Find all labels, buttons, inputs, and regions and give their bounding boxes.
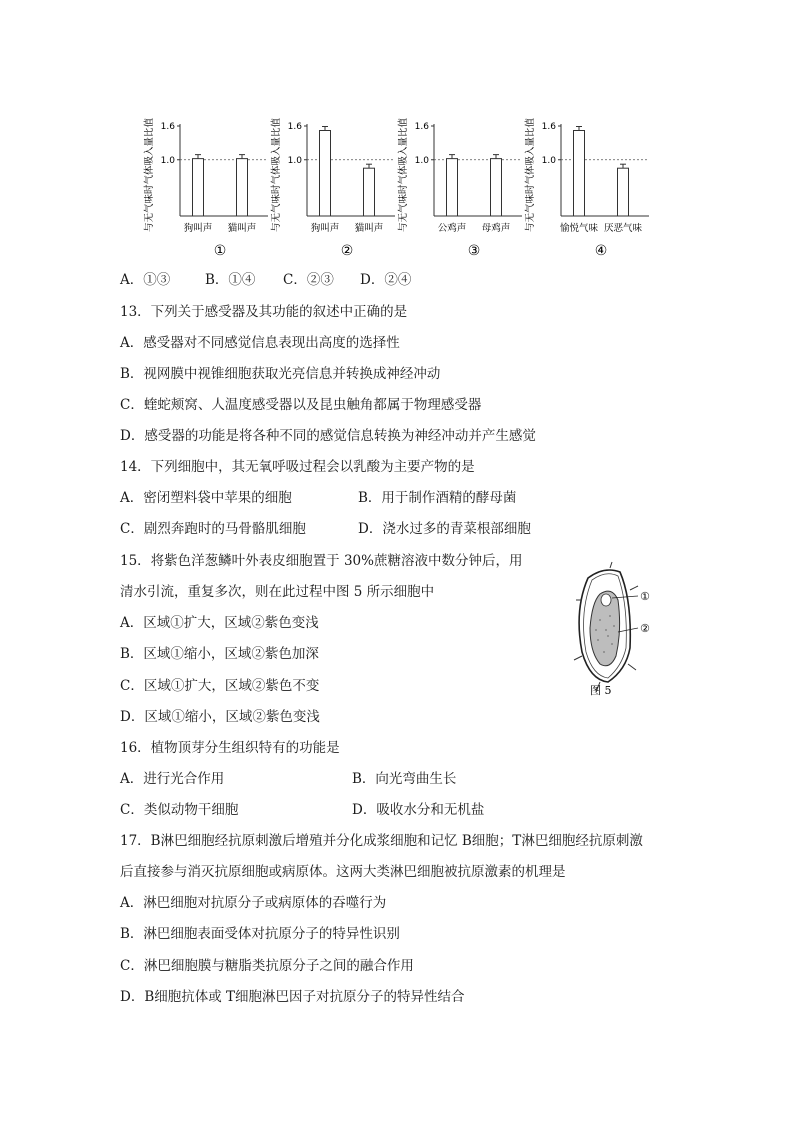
category-label: 猫叫声: [227, 223, 257, 234]
category-label: 狗叫声: [183, 223, 213, 234]
q15-stem-line1: 15．将紫色洋葱鳞叶外表皮细胞置于 30%蔗糖溶液中数分钟后，用: [120, 553, 523, 569]
q16-option-a: A．进行光合作用: [120, 771, 225, 787]
q17-stem-line2: 后直接参与消灭抗原细胞或病原体。这两大类淋巴细胞被抗原激素的机理是: [120, 864, 566, 880]
category-label: 母鸡声: [481, 223, 511, 234]
fig5-label-2: ②: [640, 622, 650, 635]
category-label: 狗叫声: [310, 223, 340, 234]
q15-stem-line2: 清水引流，重复多次，则在此过程中图 5 所示细胞中: [120, 584, 435, 600]
chart-3-svg: [394, 112, 534, 262]
bar: [364, 168, 375, 216]
chart-1-svg: [140, 112, 280, 262]
bar: [447, 159, 458, 216]
y-tick-label: 1.0: [541, 155, 556, 166]
bar: [193, 159, 204, 216]
q12-option-c: C．②③: [283, 272, 334, 288]
q17-option-d: D．B细胞抗体或 T细胞淋巴因子对抗原分子的特异性结合: [120, 989, 465, 1005]
chart-2: [267, 112, 407, 262]
chart-caption: ①: [213, 243, 227, 259]
q13-option-b: B．视网膜中视锥细胞获取光亮信息并转换成神经冲动: [120, 366, 441, 382]
chart-2-svg: [267, 112, 407, 262]
y-tick-label: 1.6: [541, 122, 556, 132]
cell-diagram: [560, 560, 680, 700]
q14-option-c: C．剧烈奔跑时的马骨骼肌细胞: [120, 521, 306, 537]
q16-option-c: C．类似动物干细胞: [120, 802, 239, 818]
bar: [237, 159, 248, 216]
chart-4: [521, 112, 661, 262]
q16-stem: 16．植物顶芽分生组织特有的功能是: [120, 740, 340, 756]
q14-option-a: A．密闭塑料袋中苹果的细胞: [120, 490, 292, 506]
category-label: 厌恶气味: [603, 223, 643, 234]
q15-option-c: C．区域①扩大，区域②紫色不变: [120, 678, 320, 694]
category-label: 猫叫声: [354, 223, 384, 234]
q12-option-a: A．①③: [120, 272, 171, 288]
bar: [574, 131, 585, 217]
chart-caption: ④: [594, 243, 608, 259]
category-label: 公鸡声: [437, 223, 467, 234]
y-axis-label: 与无气味时气体吸入量比值: [398, 117, 409, 233]
bar: [491, 159, 502, 216]
y-tick-label: 1.0: [414, 155, 429, 166]
y-axis-label: 与无气味时气体吸入量比值: [271, 117, 282, 233]
figure-5: [560, 560, 680, 700]
bar: [618, 168, 629, 216]
q16-option-b: B．向光弯曲生长: [352, 771, 457, 787]
y-tick-label: 1.6: [414, 122, 429, 132]
bar: [320, 131, 331, 217]
q14-option-b: B．用于制作酒精的酵母菌: [358, 490, 517, 506]
chart-1: [140, 112, 280, 262]
q17-stem-line1: 17．B淋巴细胞经抗原刺激后增殖并分化成浆细胞和记忆 B细胞；T淋巴细胞经抗原刺激: [120, 833, 643, 849]
q15-option-d: D．区域①缩小，区域②紫色变浅: [120, 709, 320, 725]
y-axis-label: 与无气味时气体吸入量比值: [525, 117, 536, 233]
fig5-label-1: ①: [640, 590, 650, 603]
q17-option-b: B．淋巴细胞表面受体对抗原分子的特异性识别: [120, 926, 400, 942]
chart-4-svg: [521, 112, 661, 262]
q15-option-b: B．区域①缩小，区域②紫色加深: [120, 646, 319, 662]
q17-option-c: C．淋巴细胞膜与糖脂类抗原分子之间的融合作用: [120, 958, 414, 974]
q15-option-a: A．区域①扩大，区域②紫色变浅: [120, 615, 319, 631]
q17-option-a: A．淋巴细胞对抗原分子或病原体的吞噬行为: [120, 895, 387, 911]
q12-option-b: B．①④: [205, 272, 256, 288]
chart-caption: ②: [340, 243, 354, 259]
q13-option-c: C．蝰蛇颊窝、人温度感受器以及昆虫触角都属于物理感受器: [120, 397, 482, 413]
q16-option-d: D．吸收水分和无机盐: [352, 802, 485, 818]
y-axis-label: 与无气味时气体吸入量比值: [144, 117, 155, 233]
category-label: 愉悦气味: [559, 223, 599, 234]
q14-option-d: D．浇水过多的青菜根部细胞: [358, 521, 531, 537]
y-tick-label: 1.6: [287, 122, 302, 132]
y-tick-label: 1.0: [287, 155, 302, 166]
y-tick-label: 1.6: [160, 122, 175, 132]
q12-option-d: D．②④: [360, 272, 412, 288]
q13-stem: 13．下列关于感受器及其功能的叙述中正确的是: [120, 304, 408, 320]
chart-3: [394, 112, 534, 262]
fig5-caption: 图 5: [590, 684, 612, 697]
q14-stem: 14．下列细胞中，其无氧呼吸过程会以乳酸为主要产物的是: [120, 459, 475, 475]
q13-option-d: D．感受器的功能是将各种不同的感觉信息转换为神经冲动并产生感觉: [120, 428, 536, 444]
q13-option-a: A．感受器对不同感觉信息表现出高度的选择性: [120, 335, 400, 351]
chart-caption: ③: [467, 243, 481, 259]
y-tick-label: 1.0: [160, 155, 175, 166]
